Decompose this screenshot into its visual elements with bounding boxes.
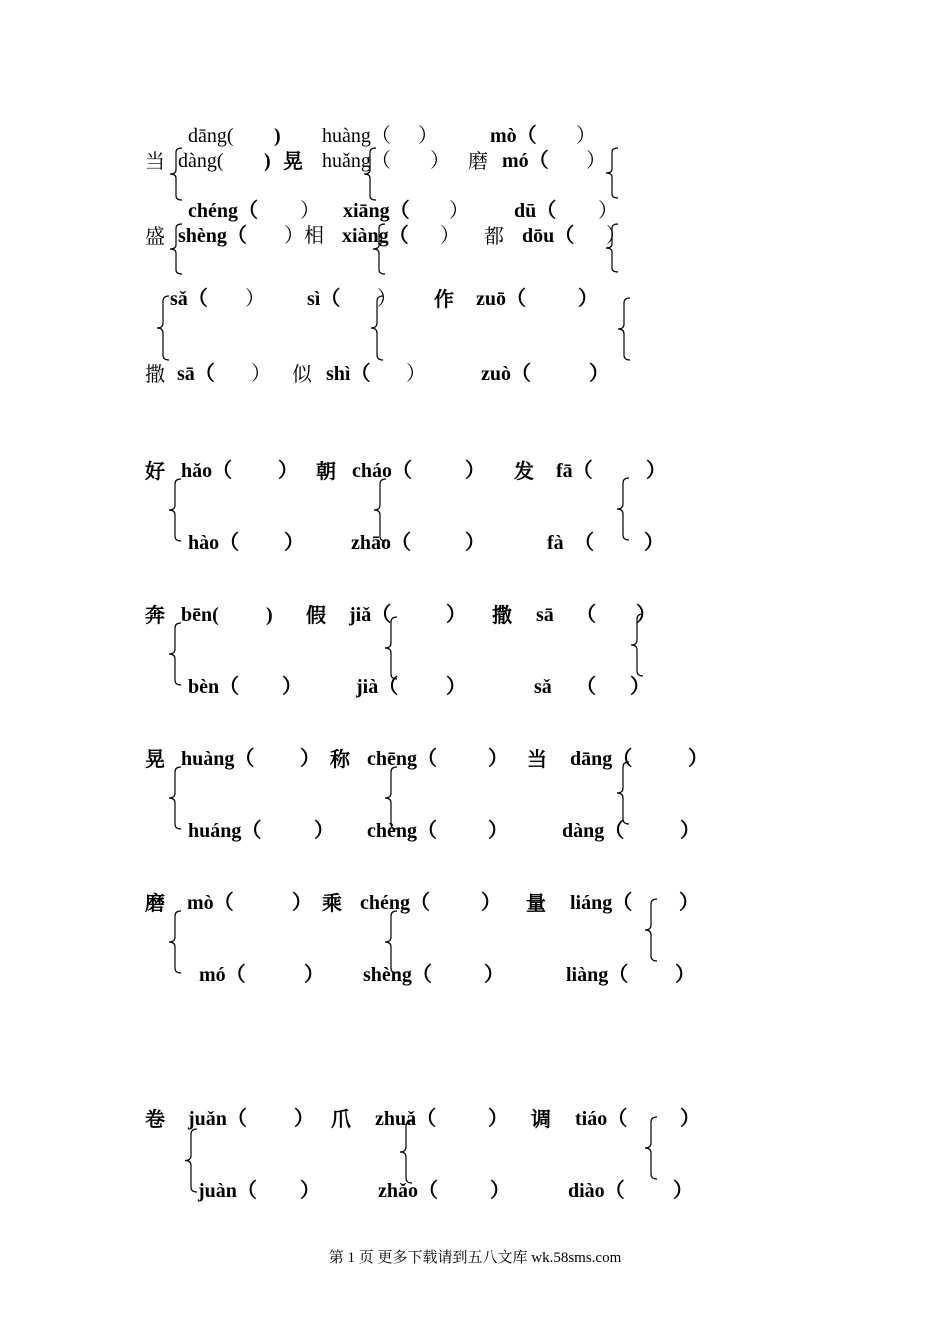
row-5-paren: ） bbox=[589, 363, 609, 385]
row-7-pinyin: hào（ bbox=[188, 532, 240, 554]
row-7-paren: ） bbox=[644, 532, 664, 554]
row-2-pinyin: chéng（ bbox=[188, 200, 258, 222]
row-13-paren: ） bbox=[304, 964, 324, 986]
row-0-paren: ） bbox=[418, 125, 438, 147]
row-12-pinyin: mò（ bbox=[187, 892, 234, 914]
row-13-paren: ） bbox=[484, 964, 504, 986]
row-2-pinyin: dū（ bbox=[514, 200, 557, 222]
row-0-pinyin: huàng（ bbox=[322, 125, 391, 147]
curly-brace-icon bbox=[185, 1129, 199, 1192]
row-10-pinyin: dāng（ bbox=[570, 748, 633, 770]
row-12-paren: ） bbox=[292, 892, 312, 914]
row-9-paren: ） bbox=[446, 676, 466, 698]
row-11-paren: ） bbox=[314, 820, 334, 842]
curly-brace-icon bbox=[169, 911, 183, 973]
row-14-paren: ） bbox=[488, 1108, 508, 1130]
row-9-pinyin: bèn（ bbox=[188, 676, 240, 698]
row-10-paren: ） bbox=[688, 748, 708, 770]
row-11-pinyin: dàng（ bbox=[562, 820, 625, 842]
row-8-pinyin: sā bbox=[536, 604, 554, 626]
row-14-pinyin: zhuǎ（ bbox=[375, 1108, 437, 1130]
row-10-paren: ） bbox=[488, 748, 508, 770]
curly-brace-icon bbox=[617, 762, 631, 824]
row-14-hanzi: 爪 bbox=[331, 1107, 351, 1131]
row-2-paren: ） bbox=[598, 200, 618, 222]
row-6-pinyin: cháo（ bbox=[352, 460, 412, 482]
row-10-hanzi: 称 bbox=[330, 747, 350, 771]
row-7-paren: ） bbox=[284, 532, 304, 554]
row-12-paren: ） bbox=[679, 892, 699, 914]
row-14-paren: ） bbox=[680, 1108, 700, 1130]
curly-brace-icon bbox=[645, 1117, 659, 1179]
row-2-paren: ） bbox=[300, 200, 320, 222]
row-7-pinyin: zhāo（ bbox=[351, 532, 411, 554]
row-1-pinyin: mó（ bbox=[502, 150, 549, 172]
row-0-paren: ） bbox=[576, 125, 596, 147]
row-12-hanzi: 磨 bbox=[145, 891, 165, 915]
row-12-pinyin: chéng（ bbox=[360, 892, 430, 914]
row-5-hanzi: 撒 bbox=[145, 362, 165, 386]
row-1-pinyin: huǎng（ bbox=[322, 150, 391, 172]
row-3-hanzi: 盛 bbox=[145, 224, 165, 248]
row-9-pinyin: sǎ bbox=[534, 676, 552, 698]
row-10-paren: ） bbox=[300, 748, 320, 770]
row-12-hanzi: 量 bbox=[526, 891, 546, 915]
curly-brace-icon bbox=[371, 296, 385, 360]
row-3-paren: ） bbox=[440, 225, 460, 247]
curly-brace-icon bbox=[618, 298, 632, 360]
row-5-pinyin: zuò（ bbox=[481, 363, 531, 385]
row-11-pinyin: huáng（ bbox=[188, 820, 262, 842]
row-3-pinyin: ）相 bbox=[284, 225, 324, 247]
row-9-pinyin: jià（ bbox=[356, 676, 399, 698]
row-15-paren: ） bbox=[673, 1180, 693, 1202]
row-1-paren: ） bbox=[430, 150, 450, 172]
curly-brace-icon bbox=[385, 767, 399, 829]
curly-brace-icon bbox=[157, 296, 171, 360]
row-10-pinyin: huàng（ bbox=[181, 748, 255, 770]
row-15-pinyin: diào（ bbox=[568, 1180, 625, 1202]
curly-brace-icon bbox=[400, 1121, 414, 1183]
row-15-pinyin: juàn（ bbox=[198, 1180, 257, 1202]
row-8-hanzi: 奔 bbox=[145, 603, 165, 627]
row-10-hanzi: 晃 bbox=[145, 747, 165, 771]
row-8-paren: ） bbox=[446, 604, 466, 626]
row-8-hanzi: 假 bbox=[306, 603, 326, 627]
row-4-hanzi: 作 bbox=[434, 287, 454, 311]
row-3-pinyin: xiàng（ bbox=[342, 225, 409, 247]
row-8-pinyin: bēn( bbox=[181, 604, 219, 626]
row-11-pinyin: chèng（ bbox=[367, 820, 437, 842]
row-11-paren: ） bbox=[680, 820, 700, 842]
row-8-paren: （ bbox=[576, 604, 596, 626]
row-14-hanzi: 调 bbox=[531, 1107, 551, 1131]
row-6-hanzi: 发 bbox=[514, 459, 534, 483]
row-5-paren: ） bbox=[251, 363, 271, 385]
row-10-pinyin: chēng（ bbox=[367, 748, 437, 770]
row-14-pinyin: juǎn（ bbox=[188, 1108, 247, 1130]
row-13-pinyin: mó（ bbox=[199, 964, 246, 986]
curly-brace-icon bbox=[373, 224, 387, 274]
row-15-paren: ） bbox=[490, 1180, 510, 1202]
curly-brace-icon bbox=[617, 478, 631, 540]
row-1-pinyin: dàng( bbox=[178, 150, 224, 172]
row-8-pinyin: jiǎ（ bbox=[349, 604, 392, 626]
row-10-hanzi: 当 bbox=[527, 747, 547, 771]
page-footer: 第 1 页 更多下载请到五八文库 wk.58sms.com bbox=[328, 1250, 622, 1266]
row-1-paren: ) bbox=[264, 150, 271, 172]
curly-brace-icon bbox=[364, 148, 378, 200]
curly-brace-icon bbox=[374, 479, 388, 541]
row-5-pinyin: shì（ bbox=[326, 363, 371, 385]
row-4-pinyin: zuō（ bbox=[476, 288, 526, 310]
curly-brace-icon bbox=[645, 899, 659, 961]
row-9-paren: ） bbox=[282, 676, 302, 698]
row-5-pinyin: sā（ bbox=[177, 363, 215, 385]
row-6-paren: ） bbox=[465, 460, 485, 482]
row-8-paren: ） bbox=[636, 604, 656, 626]
row-6-paren: ） bbox=[646, 460, 666, 482]
curly-brace-icon bbox=[606, 148, 620, 198]
row-7-pinyin: fà bbox=[547, 532, 564, 554]
row-14-hanzi: 卷 bbox=[145, 1107, 165, 1131]
row-6-pinyin: fā（ bbox=[556, 460, 593, 482]
row-0-pinyin: dāng( bbox=[188, 125, 234, 147]
row-15-pinyin: zhǎo（ bbox=[378, 1180, 438, 1202]
curly-brace-icon bbox=[385, 911, 399, 973]
row-6-pinyin: hǎo（ bbox=[181, 460, 233, 482]
row-4-pinyin: sǎ（ bbox=[170, 288, 208, 310]
row-9-paren: ） bbox=[630, 676, 650, 698]
row-2-paren: ） bbox=[449, 200, 469, 222]
row-13-pinyin: shèng（ bbox=[363, 964, 432, 986]
row-4-paren: ） bbox=[245, 288, 265, 310]
row-12-paren: ） bbox=[481, 892, 501, 914]
row-12-pinyin: liáng（ bbox=[570, 892, 633, 914]
row-6-hanzi: 好 bbox=[145, 459, 165, 483]
curly-brace-icon bbox=[169, 479, 183, 541]
curly-brace-icon bbox=[170, 148, 184, 200]
row-6-paren: ） bbox=[278, 460, 298, 482]
row-6-hanzi: 朝 bbox=[316, 459, 336, 483]
row-4-paren: ） bbox=[377, 288, 397, 310]
row-1-paren: ） bbox=[586, 150, 606, 172]
curly-brace-icon bbox=[385, 617, 399, 679]
row-11-paren: ） bbox=[488, 820, 508, 842]
curly-brace-icon bbox=[169, 767, 183, 829]
curly-brace-icon bbox=[170, 224, 184, 274]
row-0-pinyin: mò（ bbox=[490, 125, 537, 147]
curly-brace-icon bbox=[169, 623, 183, 685]
row-5-paren: ） bbox=[406, 363, 426, 385]
row-13-paren: ） bbox=[675, 964, 695, 986]
row-8-paren: ) bbox=[266, 604, 273, 626]
row-5-hanzi: 似 bbox=[292, 362, 312, 386]
row-1-hanzi: 磨 bbox=[468, 149, 488, 173]
row-15-paren: ） bbox=[300, 1180, 320, 1202]
row-0-paren: ) bbox=[274, 125, 281, 147]
row-7-paren: （ bbox=[574, 532, 594, 554]
row-14-paren: ） bbox=[294, 1108, 314, 1130]
row-14-pinyin: tiáo（ bbox=[575, 1108, 628, 1130]
row-3-pinyin: shèng（ bbox=[178, 225, 247, 247]
row-13-pinyin: liàng（ bbox=[566, 964, 629, 986]
row-8-hanzi: 撒 bbox=[492, 603, 512, 627]
row-4-paren: ） bbox=[578, 288, 598, 310]
row-9-paren: （ bbox=[576, 676, 596, 698]
row-3-hanzi: 都 bbox=[484, 224, 504, 248]
row-3-pinyin: dōu（ bbox=[522, 225, 575, 247]
row-4-pinyin: sì（ bbox=[307, 288, 341, 310]
row-1-hanzi: 晃 bbox=[283, 149, 303, 173]
curly-brace-icon bbox=[606, 224, 620, 272]
row-3-paren: ） bbox=[606, 225, 626, 247]
curly-brace-icon bbox=[631, 614, 645, 676]
row-12-hanzi: 乘 bbox=[322, 891, 342, 915]
row-7-paren: ） bbox=[465, 532, 485, 554]
row-2-pinyin: xiāng（ bbox=[343, 200, 410, 222]
row-1-hanzi: 当 bbox=[145, 149, 165, 173]
